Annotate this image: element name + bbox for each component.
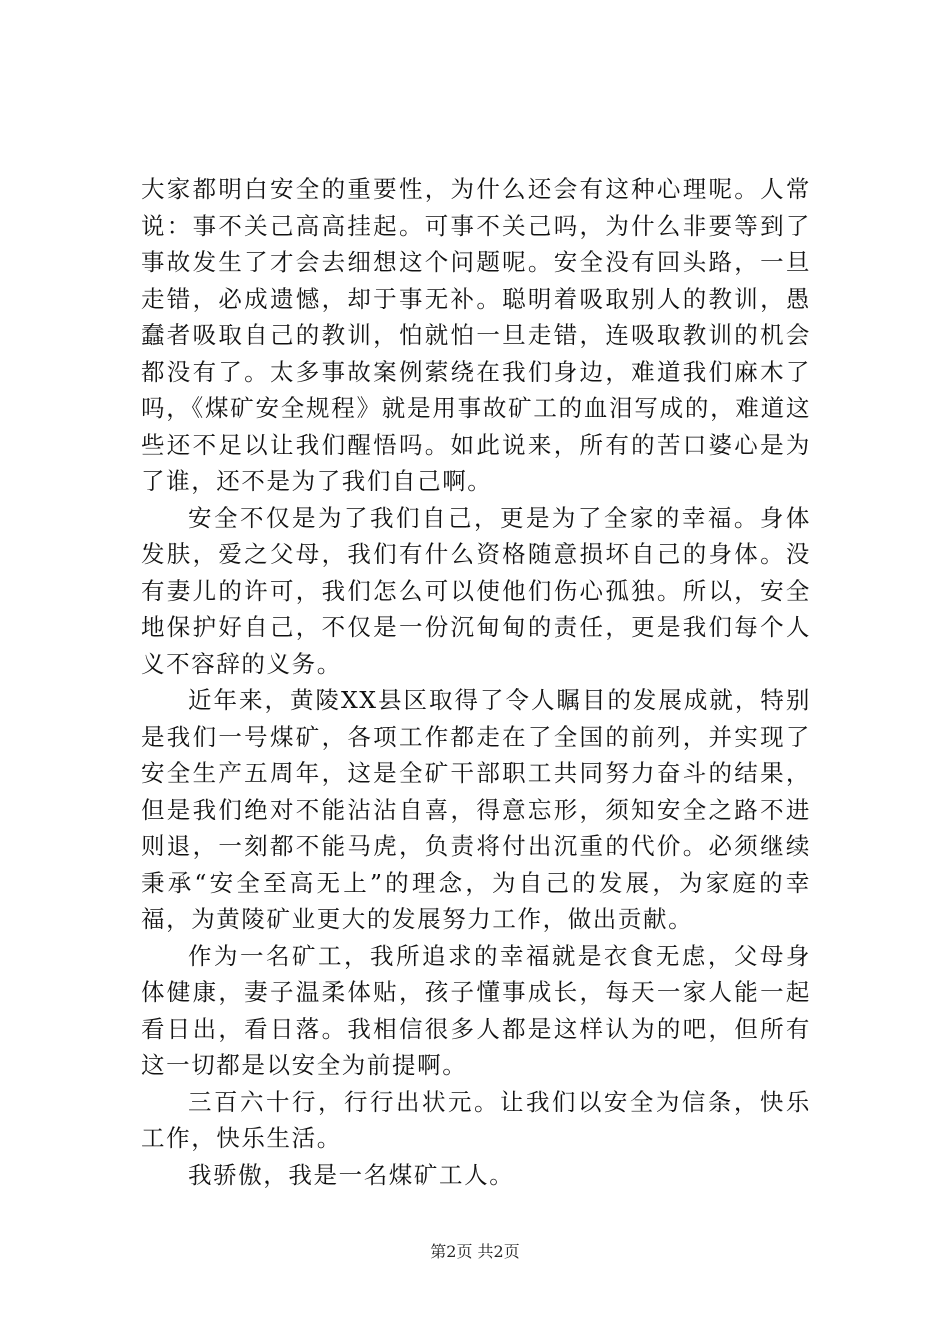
body-paragraph: 作为一名矿工，我所追求的幸福就是衣食无虑，父母身体健康，妻子温柔体贴，孩子懂事成长，每天一家人能一起看日出，看日落。我相信很多人都是这样认为的吧，但所有这一切都是以安全为前提啊。	[141, 941, 811, 1079]
body-paragraph: 我骄傲，我是一名煤矿工人。	[188, 1160, 515, 1189]
page-number-footer: 第2页 共2页	[430, 1242, 520, 1261]
document-body	[141, 171, 811, 1193]
body-paragraph: 近年来，黄陵XX县区取得了令人瞩目的发展成就，特别是我们一号煤矿，各项工作都走在了全国的前列，并实现了安全生产五周年，这是全矿干部职工共同努力奋斗的结果，但是我们绝对不能沾沾自喜，得意忘形，须知安全之路不进则退，一刻都不能马虎，负责将付出沉重的代价。必须继续秉承“安全至高无上”的理念，为自己的发展，为家庭的幸福，为黄陵矿业更大的发展努力工作，做出贡献。	[141, 686, 811, 933]
body-paragraph: 三百六十行，行行出状元。让我们以安全为信条，快乐工作，快乐生活。	[141, 1087, 811, 1152]
body-paragraph: 安全不仅是为了我们自己，更是为了全家的幸福。身体发肤，爱之父母，我们有什么资格随意损坏自己的身体。没有妻儿的许可，我们怎么可以使他们伤心孤独。所以，安全地保护好自己，不仅是一份沉甸甸的责任，更是我们每个人义不容辞的义务。	[141, 503, 811, 678]
body-paragraph: 大家都明白安全的重要性，为什么还会有这种心理呢。人常说：事不关己高高挂起。可事不关己吗，为什么非要等到了事故发生了才会去细想这个问题呢。安全没有回头路，一旦走错，必成遗憾，却于事无补。聪明着吸取别人的教训，愚蠢者吸取自己的教训，怕就怕一旦走错，连吸取教训的机会都没有了。太多事故案例萦绕在我们身边，难道我们麻木了吗，《煤矿安全规程》就是用事故矿工的血泪写成的，难道这些还不足以让我们醒悟吗。如此说来，所有的苦口婆心是为了谁，还不是为了我们自己啊。	[141, 175, 811, 495]
